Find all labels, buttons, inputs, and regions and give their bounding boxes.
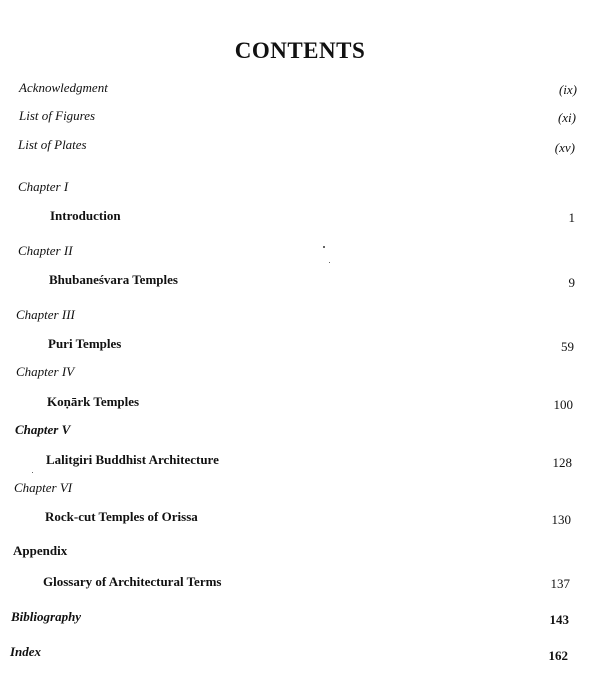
toc-entry-acknowledgment: Acknowledgment	[19, 80, 108, 95]
chapter-title-1: Introduction	[50, 208, 121, 223]
toc-entry-bibliography: Bibliography	[11, 609, 82, 624]
chapter-title-2: Bhubaneśvara Temples	[49, 272, 178, 287]
toc-entry-list-of-figures: List of Figures	[19, 108, 96, 123]
chapter-title-3: Puri Temples	[48, 336, 122, 351]
appendix-page: 137	[550, 576, 570, 591]
chapter-label-4: Chapter IV	[16, 364, 75, 379]
appendix-heading: Appendix	[13, 543, 68, 558]
scan-speck	[323, 246, 325, 248]
toc-page-acknowledgment: (ix)	[558, 82, 577, 97]
appendix-title: Glossary of Architectural Terms	[43, 574, 222, 589]
chapter-label-1: Chapter I	[18, 179, 69, 194]
chapter-label-3: Chapter III	[16, 307, 75, 322]
toc-entry-list-of-plates: List of Plates	[18, 137, 87, 152]
chapter-page-2: 9	[568, 275, 575, 290]
chapter-page-6: 130	[551, 512, 571, 527]
chapter-title-4: Koṇārk Temples	[47, 394, 140, 409]
chapter-page-5: 128	[552, 455, 572, 470]
chapter-title-6: Rock-cut Temples of Orissa	[45, 509, 198, 524]
page-title: CONTENTS	[234, 38, 366, 63]
scan-speck	[32, 472, 33, 473]
toc-page-list-of-plates: (xv)	[554, 140, 575, 155]
chapter-label-5: Chapter V	[15, 422, 71, 437]
chapter-label-6: Chapter VI	[14, 480, 73, 495]
scan-speck	[329, 262, 330, 263]
chapter-label-2: Chapter II	[18, 243, 73, 258]
chapter-page-1: 1	[568, 210, 575, 225]
toc-page-bibliography: 143	[549, 612, 569, 627]
chapter-title-5: Lalitgiri Buddhist Architecture	[46, 452, 219, 467]
toc-page-list-of-figures: (xi)	[557, 110, 576, 125]
chapter-page-4: 100	[553, 397, 573, 412]
toc-page-index: 162	[548, 648, 568, 663]
chapter-page-3: 59	[561, 339, 574, 354]
toc-entry-index: Index	[10, 644, 42, 659]
